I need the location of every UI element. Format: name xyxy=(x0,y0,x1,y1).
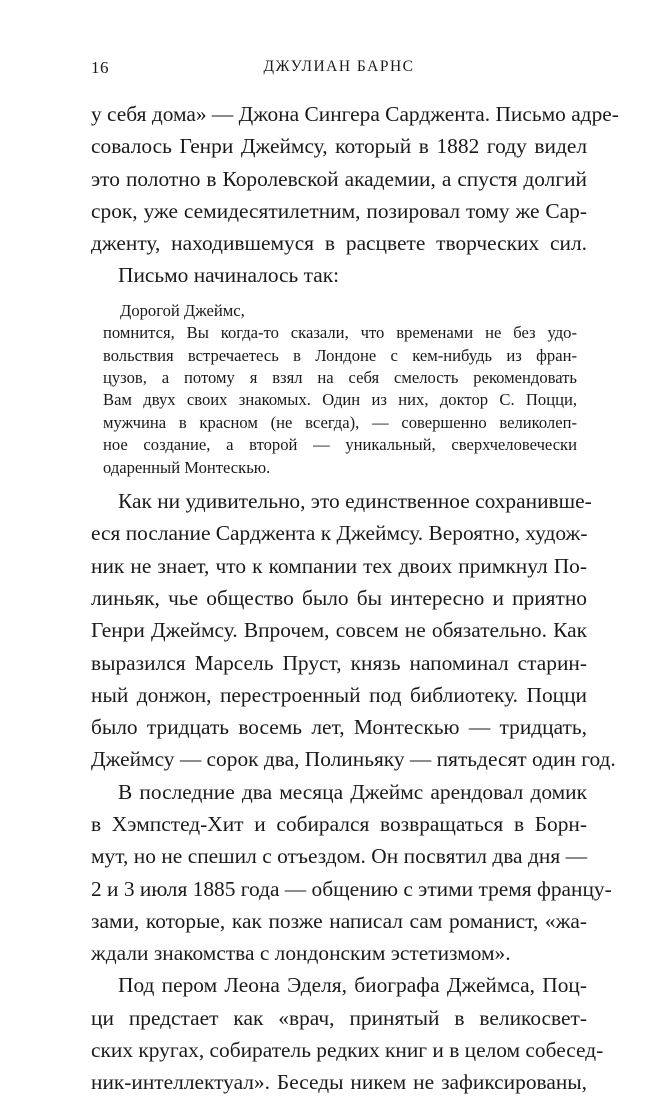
quote-line: Вам двух своих знакомых. Один из них, доктор С. Поцци, xyxy=(103,390,577,410)
body-text xyxy=(91,98,619,1099)
paragraph-4 xyxy=(91,776,612,970)
text-line: дженту, находившемуся в расцвете творческих сил. xyxy=(91,231,587,256)
text-line: было тридцать восемь лет, Монтескью — тридцать, xyxy=(91,715,587,740)
text-line: ских кругах, собиратель редких книг и в целом собесед- xyxy=(91,1038,604,1063)
running-head-author: ДЖУЛИАН БАРНС xyxy=(263,58,415,75)
text-line: совалось Генри Джеймсу, который в 1882 году видел xyxy=(91,134,587,159)
text-line: 2 и 3 июля 1885 года — общению с этими тремя францу- xyxy=(91,876,612,901)
text-line: это полотно в Королевской академии, а спустя долгий xyxy=(91,166,587,191)
paragraph-5 xyxy=(91,969,604,1098)
page-number: 16 xyxy=(91,58,109,77)
quote-line: одаренный Монтескью. xyxy=(103,457,271,477)
text-line: ник не знает, что к компании тех двоих примкнул По- xyxy=(91,553,587,578)
text-line: срок, уже семидесятилетним, позировал тому же Сар- xyxy=(91,198,587,223)
text-line: Джеймсу — сорок два, Полиньяку — пятьдесят один год. xyxy=(91,747,616,772)
text-line: Под пером Леона Эделя, биографа Джеймса, Поц- xyxy=(118,973,587,998)
text-line: Письмо начиналось так: xyxy=(118,263,340,288)
letter-quote xyxy=(103,300,577,479)
text-line: мут, но не спешил с отъездом. Он посвятил два дня — xyxy=(91,844,587,869)
quote-line: мужчина в красном (не всегда), — совершенно великолеп- xyxy=(103,412,577,432)
text-line: линьяк, чье общество было бы интересно и приятно xyxy=(91,585,587,610)
paragraph-2 xyxy=(91,259,587,291)
text-line: в Хэмпстед-Хит и собирался возвращаться в Борн- xyxy=(91,812,587,836)
quote-line: Дорогой Джеймс, xyxy=(120,300,245,320)
text-line: ник-интеллектуал». Беседы никем не зафиксированы, xyxy=(91,1070,587,1095)
paragraph-1 xyxy=(91,98,619,259)
text-line: у себя дома» — Джона Сингера Сарджента. Письмо адре- xyxy=(91,102,619,126)
text-line: В последние два месяца Джеймс арендовал домик xyxy=(118,779,587,804)
text-line: Генри Джеймсу. Впрочем, совсем не обязательно. Как xyxy=(91,618,587,643)
quote-line: вольствия встречаетесь в Лондоне с кем-нибудь из фран- xyxy=(103,345,577,365)
quote-line: цузов, а потому я взял на себя смелость рекомендовать xyxy=(103,368,577,387)
quote-line: ное создание, а второй — уникальный, сверхчеловечески xyxy=(103,435,577,455)
text-line: выразился Марсель Пруст, князь напоминал старин- xyxy=(91,650,587,675)
text-line: ждали знакомства с лондонским эстетизмом». xyxy=(91,941,511,966)
text-line: еся послание Сарджента к Джеймсу. Вероятно, худож- xyxy=(91,521,588,546)
text-line: Как ни удивительно, это единственное сохранивше- xyxy=(118,489,592,514)
text-line: ный донжон, перестроенный под библиотеку. Поцци xyxy=(91,682,587,707)
book-page xyxy=(91,58,619,1099)
quote-line: помнится, Вы когда-то сказали, что временами не без удо- xyxy=(103,323,577,343)
text-line: ци предстает как «врач, принятый в великосвет- xyxy=(91,1005,587,1030)
running-head xyxy=(91,58,587,98)
paragraph-3 xyxy=(91,485,616,776)
text-line: зами, которые, как позже написал сам романист, «жа- xyxy=(91,908,587,933)
